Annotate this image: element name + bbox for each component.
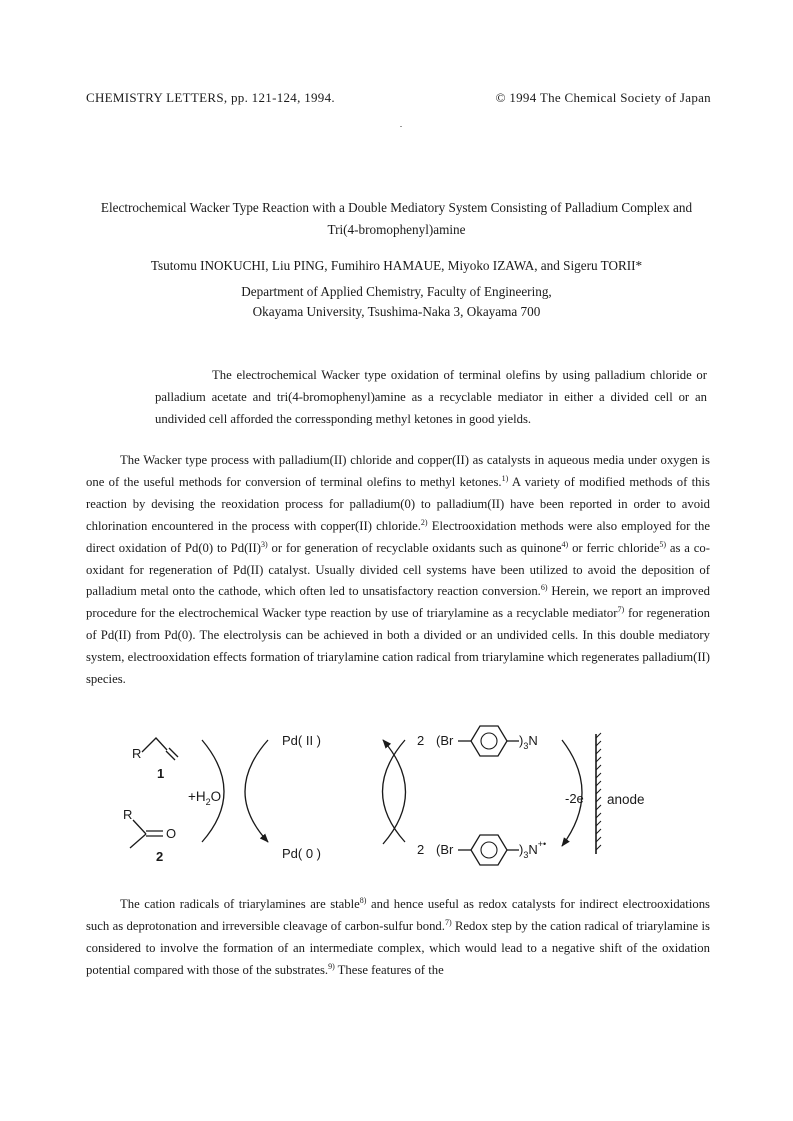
reference-marker: 1) [501,473,509,483]
sentence: The Wacker type process with palladium(II) chloride and copper(II) as catalysts in aqueous media under oxygen is one of the useful methods for conversion of terminal olefins to methyl ketones. [86,453,710,489]
substituent-r-label: R [132,746,142,761]
electron-loss-label: -2e [565,791,584,806]
bromo-prefix: (Br [436,842,454,857]
sentence: These features of the [334,962,444,977]
paper-title [86,197,707,241]
bromo-prefix: (Br [436,733,454,748]
reference-marker: 6) [540,583,548,593]
reference-marker: 7) [617,605,625,615]
anode-electrode [596,733,601,854]
triarylamine-formula [417,726,538,756]
copyright-notice: © 1994 The Chemical Society of Japan [495,90,711,105]
benzene-ring [471,726,507,756]
affiliation-line2: Okayama University, Tsushima-Naka 3, Okayama 700 [252,304,541,319]
anode-label: anode [607,792,645,807]
paper-title-line2: Tri(4-bromophenyl)amine [327,222,466,237]
compound-number-2: 2 [156,849,164,864]
palladium-ii-label: Pd( II ) [282,733,322,748]
sentence: for regeneration of Pd(II) from Pd(0). The electrolysis can be achieved in both a divided or an undivided cells. In this double mediatory system, electrooxidation effects formation of triarylamine cation radical from triarylamine which regenerates palladium(II) species. [86,606,710,687]
journal-citation: CHEMISTRY LETTERS, pp. 121-124, 1994. [86,90,335,105]
benzene-ring [471,835,507,865]
scan-speck [400,126,402,127]
reference-marker: 2) [420,517,428,527]
sentence: or ferric chloride [568,540,660,555]
reference-marker: 5) [659,539,667,549]
body-paragraph-1 [86,450,710,691]
stoichiometry-two: 2 [417,733,425,748]
ketone-structure [123,807,176,848]
palladium-zero-label: Pd( 0 ) [282,846,322,861]
sentence: The cation radicals of triarylamines are stable [120,897,360,911]
aminium-suffix: )$_3N^{+•}$ [519,839,547,860]
reference-marker: 7) [444,917,452,927]
sentence: Herein, we report an improved procedure for the electrochemical Wacker type reaction by use of triarylamine as a recyclable mediator [86,584,710,621]
paper-title-line1: Electrochemical Wacker Type Reaction with a Double Mediatory System Consisting of Palladium Complex and [100,200,693,215]
affiliation-line1: Department of Applied Chemistry, Faculty of Engineering, [241,284,552,299]
sentence: or for generation of recyclable oxidants such as quinone [267,540,562,555]
sentence: and hence useful as redox catalysts for indirect electrooxidations such as deprotonation and irreversible cleavage of carbon-sulfur bond. [86,897,710,933]
sentence: Redox step by the cation radical of triarylamine is considered to involve the formation of an intermediate complex, which would lead to a negative shift of the oxidation potential compared with those of the substrates. [86,918,710,977]
stoichiometry-two: 2 [417,842,425,857]
abstract [155,364,707,430]
paragraph-text [86,894,710,982]
water-reagent: $+H_2O$ [188,789,222,807]
reference-marker: 4) [561,539,569,549]
aminium-reduction-arc [383,740,406,842]
abstract-text: The electrochemical Wacker type oxidation of terminal olefins by using palladium chloride or palladium acetate and tri(4-bromophenyl)amine as a recyclable mediator in either a divided cell or an undivided cell afforded the corressponding methyl ketones in good yields. [155,368,707,426]
reaction-scheme [90,712,710,882]
sentence: as a co-oxidant for regeneration of Pd(II) catalyst. Usually divided cell systems have been utilized to avoid the deposition of palladium metal onto the cathode, which often led to unsatisfactory reaction conversion. [86,540,710,599]
aminium-radical-cation-formula [417,835,546,865]
substituent-r-label: R [123,807,133,822]
palladium-reduction-arc [245,740,268,842]
reference-marker: 8) [359,896,367,905]
sentence: Electrooxidation methods were also employed for the direct oxidation of Pd(0) to Pd(II) [86,518,711,555]
reference-marker: 3) [260,539,268,549]
sentence: A variety of modified methods of this reaction by devising the reoxidation process for palladium(0) to palladium(II) have been reported in order to avoid chlorination encountered in the process with copper(II) chloride. [86,474,710,533]
olefin-structure [132,738,178,761]
reference-marker: 9) [328,961,335,971]
compound-number-1: 1 [157,766,165,781]
paragraph-text [86,450,710,691]
author-list: Tsutomu INOKUCHI, Liu PING, Fumihiro HAMAUE, Miyoko IZAWA, and Sigeru TORII* [150,258,643,273]
body-paragraph-2 [86,894,710,982]
oxygen-label: O [166,826,177,841]
amine-suffix: )$_3N$ [519,733,538,751]
